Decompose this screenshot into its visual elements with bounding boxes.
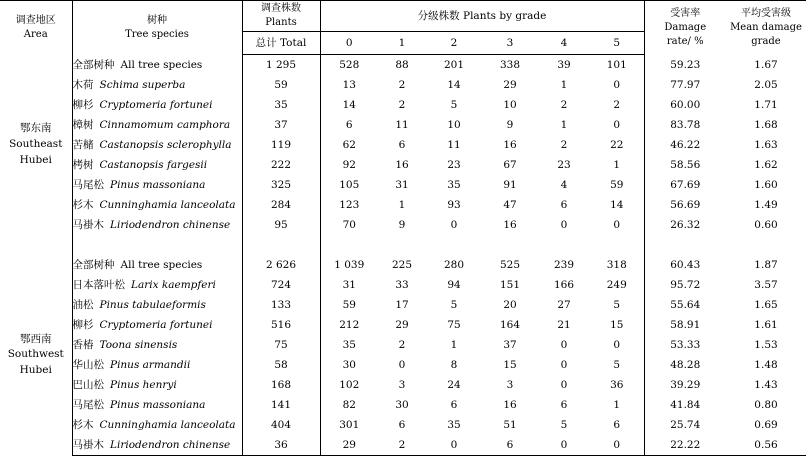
grade-1-cell: 29 <box>395 318 409 331</box>
damage-rate-cell: 53.33 <box>644 335 726 355</box>
grade-5-cell: 2 <box>613 98 621 111</box>
grade-5-cell: 6 <box>613 418 621 431</box>
total-cell: 35 <box>242 95 320 115</box>
grade-2-cell: 94 <box>447 278 461 291</box>
species-cn: 木荷 <box>72 78 94 91</box>
grade-5-cell: 249 <box>606 278 627 291</box>
grade-3-cell: 15 <box>503 358 517 371</box>
damage-rate-cell: 77.97 <box>644 75 726 95</box>
table-row <box>0 375 806 395</box>
grade-4-cell: 39 <box>557 58 571 71</box>
damage-rate-cell: 46.22 <box>644 135 726 155</box>
total-cell: 1 295 <box>242 55 320 76</box>
species-cn: 华山松 <box>72 358 104 371</box>
grade-2-cell: 5 <box>450 298 458 311</box>
grade-4-cell: 1 <box>560 118 568 131</box>
grade-5-cell: 5 <box>613 358 621 371</box>
species-cn: 马褂木 <box>72 218 104 231</box>
grade-1-cell: 9 <box>398 218 406 231</box>
grade-4-cell: 6 <box>560 398 568 411</box>
grade-0-cell: 301 <box>339 418 360 431</box>
area-cell <box>0 255 72 456</box>
species-latin: All tree species <box>120 58 203 71</box>
grade-5-cell: 5 <box>613 298 621 311</box>
spacer-cell <box>242 235 320 255</box>
species-latin: Pinus tabulaeformis <box>99 298 206 311</box>
grade-4-cell: 0 <box>560 358 568 371</box>
grade-5-cell: 1 <box>613 158 621 171</box>
grade-2-cell: 23 <box>447 158 461 171</box>
damage-rate-cell: 22.22 <box>644 435 726 456</box>
grade-3-cell: 67 <box>503 158 517 171</box>
grade-0-header: 0 <box>320 32 378 55</box>
species-cn: 全部树种 <box>72 58 115 71</box>
species-cn: 杉木 <box>72 198 94 211</box>
total-cell: 119 <box>242 135 320 155</box>
species-cell <box>72 215 242 235</box>
table-row <box>0 275 806 295</box>
species-latin: Pinus massoniana <box>110 178 206 191</box>
table-row <box>0 155 806 175</box>
grade-4-cell: 239 <box>553 258 575 271</box>
grade-4-cell: 1 <box>560 78 568 91</box>
grade-5-cell: 0 <box>613 218 621 231</box>
species-cell <box>72 175 242 195</box>
species-cell <box>72 155 242 175</box>
area-label: Southwest <box>7 348 64 361</box>
grade-2-cell: 8 <box>450 358 458 371</box>
grade-2-cell: 35 <box>447 418 461 431</box>
mean-grade-cell: 1.43 <box>754 378 778 391</box>
damage-rate-header: 受害率 Damage rate/ % <box>644 1 726 55</box>
spacer-cell <box>72 235 242 255</box>
spacer-cell <box>590 235 644 255</box>
grade-0-cell: 29 <box>320 435 378 456</box>
total-cell: 59 <box>242 75 320 95</box>
grade-0-cell: 31 <box>342 278 356 291</box>
grade-3-cell: 20 <box>503 298 517 311</box>
grade-1-cell: 17 <box>395 298 409 311</box>
grade-1-cell: 3 <box>398 378 406 391</box>
grade-0-cell: 105 <box>339 178 360 191</box>
mean-grade-cell: 1.87 <box>754 258 778 271</box>
table-row <box>0 95 806 115</box>
table-row <box>0 135 806 155</box>
species-cell <box>72 395 242 415</box>
table-row <box>0 415 806 435</box>
damage-rate-cell: 48.28 <box>644 355 726 375</box>
grade-0-cell: 528 <box>339 58 360 71</box>
mean-grade-cell: 1.71 <box>754 98 778 111</box>
species-cn: 香椿 <box>72 338 94 351</box>
mean-grade-cell: 1.48 <box>754 358 778 371</box>
grade-2-cell: 75 <box>447 318 461 331</box>
spacer-cell <box>0 235 72 255</box>
species-cn: 柳杉 <box>72 98 94 111</box>
grade-3-cell: 525 <box>499 258 521 271</box>
mean-grade-cell: 2.05 <box>754 78 778 91</box>
area-label: 鄂西南 <box>20 332 52 345</box>
grade-5-cell: 0 <box>613 338 621 351</box>
damage-rate-cell: 67.69 <box>644 175 726 195</box>
species-cn: 马尾松 <box>72 178 104 191</box>
grade-1-cell: 1 <box>398 198 406 211</box>
mean-grade-cell: 1.60 <box>754 178 778 191</box>
grade-1-cell: 0 <box>398 358 406 371</box>
grade-header: 分级株数 Plants by grade <box>320 1 644 32</box>
grade-4-header: 4 <box>538 32 590 55</box>
grade-0-cell: 6 <box>345 118 353 131</box>
grade-5-cell: 1 <box>613 398 621 411</box>
species-header: 树种 Tree species <box>72 1 242 55</box>
grade-5-cell: 15 <box>610 318 624 331</box>
grade-3-cell: 3 <box>506 378 514 391</box>
grade-3-header: 3 <box>482 32 538 55</box>
table-row <box>0 115 806 135</box>
grade-2-cell: 11 <box>447 138 461 151</box>
grade-5-header: 5 <box>590 32 644 55</box>
grade-5-cell: 59 <box>610 178 624 191</box>
grade-3-cell: 338 <box>499 58 521 71</box>
grade-4-cell: 2 <box>560 98 568 111</box>
species-cell <box>72 335 242 355</box>
grade-5-cell: 0 <box>590 435 644 456</box>
grade-4-cell: 2 <box>560 138 568 151</box>
grade-4-cell: 0 <box>560 338 568 351</box>
grade-1-cell: 2 <box>398 78 406 91</box>
species-latin: Larix kaempferi <box>131 278 216 291</box>
damage-rate-cell: 83.78 <box>644 115 726 135</box>
species-cn: 马褂木 <box>72 438 104 451</box>
species-latin: Liriodendron chinense <box>110 218 231 231</box>
grade-1-cell: 2 <box>398 98 406 111</box>
species-latin: Liriodendron chinense <box>110 438 231 451</box>
grade-3-cell: 37 <box>503 338 517 351</box>
table-row <box>0 75 806 95</box>
mean-grade-cell: 0.80 <box>754 398 778 411</box>
total-cell: 516 <box>242 315 320 335</box>
total-cell: 95 <box>242 215 320 235</box>
grade-0-cell: 14 <box>342 98 356 111</box>
mean-grade-cell: 1.67 <box>754 58 778 71</box>
species-cn: 栲树 <box>72 158 94 171</box>
grade-0-cell: 70 <box>342 218 356 231</box>
species-latin: Cinnamomum camphora <box>99 118 231 131</box>
grade-5-cell: 101 <box>606 58 627 71</box>
species-cell <box>72 255 242 275</box>
grade-5-cell: 36 <box>610 378 624 391</box>
species-cn: 日本落叶松 <box>72 278 125 291</box>
group-spacer <box>0 235 806 255</box>
species-latin: Toona sinensis <box>99 338 178 351</box>
grade-4-cell: 5 <box>560 418 568 431</box>
grade-2-cell: 201 <box>443 58 465 71</box>
species-cn: 苦槠 <box>72 138 94 151</box>
mean-grade-cell: 1.68 <box>754 118 778 131</box>
grade-1-cell: 225 <box>391 258 413 271</box>
total-cell: 325 <box>242 175 320 195</box>
grade-2-cell: 5 <box>450 98 458 111</box>
species-cn: 全部树种 <box>72 258 115 271</box>
damage-rate-cell: 56.69 <box>644 195 726 215</box>
grade-0-cell: 212 <box>339 318 360 331</box>
species-latin: Schima superba <box>99 78 186 91</box>
grade-3-cell: 10 <box>503 98 517 111</box>
species-cn: 杉木 <box>72 418 94 431</box>
species-latin: Pinus henryi <box>110 378 177 391</box>
grade-2-cell: 1 <box>450 338 458 351</box>
mean-grade-header: 平均受害级 Mean damage grade <box>726 1 806 55</box>
mean-grade-cell: 1.62 <box>754 158 778 171</box>
mean-grade-cell: 1.63 <box>754 138 778 151</box>
damage-rate-cell: 55.64 <box>644 295 726 315</box>
spacer-cell <box>538 235 590 255</box>
grade-3-cell: 51 <box>503 418 517 431</box>
species-cell <box>72 95 242 115</box>
species-cell <box>72 435 242 456</box>
grade-2-cell: 93 <box>447 198 461 211</box>
area-label: Southeast <box>9 137 63 150</box>
grade-4-cell: 27 <box>557 298 571 311</box>
spacer-cell <box>426 235 482 255</box>
grade-0-cell: 62 <box>342 138 356 151</box>
mean-grade-cell: 0.69 <box>754 418 778 431</box>
grade-3-cell: 16 <box>503 398 517 411</box>
grade-1-cell: 88 <box>395 58 409 71</box>
grade-4-cell: 0 <box>560 218 568 231</box>
grade-0-cell: 35 <box>342 338 356 351</box>
mean-grade-cell: 0.56 <box>726 435 806 456</box>
grade-0-cell: 30 <box>342 358 356 371</box>
damage-rate-cell: 58.56 <box>644 155 726 175</box>
grade-2-header: 2 <box>426 32 482 55</box>
grade-2-cell: 10 <box>447 118 461 131</box>
total-cell: 58 <box>242 355 320 375</box>
grade-1-cell: 11 <box>395 118 409 131</box>
grade-0-cell: 13 <box>342 78 356 91</box>
table-row <box>0 255 806 275</box>
grade-1-header: 1 <box>378 32 426 55</box>
grade-2-cell: 24 <box>447 378 461 391</box>
table-row <box>0 435 806 456</box>
grade-3-cell: 151 <box>499 278 521 291</box>
grade-1-cell: 6 <box>398 418 406 431</box>
grade-4-cell: 166 <box>553 278 575 291</box>
spacer-cell <box>378 235 426 255</box>
damage-rate-cell: 59.23 <box>644 55 726 76</box>
table-body <box>0 55 806 456</box>
grade-3-cell: 6 <box>482 435 538 456</box>
grade-0-cell: 82 <box>342 398 356 411</box>
total-cell: 168 <box>242 375 320 395</box>
species-cell <box>72 415 242 435</box>
grade-3-cell: 9 <box>506 118 514 131</box>
grade-5-cell: 0 <box>613 118 621 131</box>
grade-5-cell: 14 <box>610 198 624 211</box>
table-row <box>0 195 806 215</box>
grade-0-cell: 1 039 <box>334 258 365 271</box>
grade-4-cell: 0 <box>560 378 568 391</box>
grade-5-cell: 22 <box>610 138 624 151</box>
species-cell <box>72 195 242 215</box>
species-latin: Castanopsis sclerophylla <box>99 138 232 151</box>
species-latin: Cryptomeria fortunei <box>99 318 213 331</box>
grade-2-cell: 280 <box>443 258 465 271</box>
grade-0-cell: 92 <box>342 158 356 171</box>
grade-1-cell: 6 <box>398 138 406 151</box>
mean-grade-cell: 1.61 <box>754 318 778 331</box>
table-row <box>0 55 806 76</box>
damage-rate-cell: 26.32 <box>644 215 726 235</box>
total-cell: 75 <box>242 335 320 355</box>
mean-grade-cell: 1.53 <box>754 338 778 351</box>
species-cn: 油松 <box>72 298 94 311</box>
species-cn: 柳杉 <box>72 318 94 331</box>
grade-2-cell: 35 <box>447 178 461 191</box>
table-row <box>0 355 806 375</box>
plants-header: 调查株数 Plants <box>242 1 320 32</box>
total-cell: 141 <box>242 395 320 415</box>
total-cell: 284 <box>242 195 320 215</box>
grade-2-cell: 6 <box>450 398 458 411</box>
grade-1-cell: 30 <box>395 398 409 411</box>
grade-4-cell: 4 <box>560 178 568 191</box>
species-cell <box>72 315 242 335</box>
damage-rate-cell: 58.91 <box>644 315 726 335</box>
damage-rate-cell: 25.74 <box>644 415 726 435</box>
grade-4-cell: 21 <box>557 318 571 331</box>
area-cell <box>0 55 72 236</box>
species-cell <box>72 75 242 95</box>
species-cn: 樟树 <box>72 118 94 131</box>
grade-3-cell: 16 <box>503 218 517 231</box>
grade-4-cell: 6 <box>560 198 568 211</box>
grade-0-cell: 102 <box>339 378 360 391</box>
grade-4-cell: 0 <box>538 435 590 456</box>
damage-rate-cell: 60.43 <box>644 255 726 275</box>
total-cell: 2 626 <box>242 255 320 275</box>
table-row <box>0 175 806 195</box>
table-row <box>0 315 806 335</box>
spacer-cell <box>320 235 378 255</box>
grade-5-cell: 318 <box>606 258 627 271</box>
mean-grade-cell: 0.60 <box>754 218 778 231</box>
grade-1-cell: 16 <box>395 158 409 171</box>
mean-grade-cell: 1.65 <box>754 298 778 311</box>
grade-0-cell: 59 <box>342 298 356 311</box>
total-cell: 37 <box>242 115 320 135</box>
species-latin: Pinus massoniana <box>110 398 206 411</box>
grade-2-cell: 14 <box>447 78 461 91</box>
total-header: 总计 Total <box>242 32 320 55</box>
species-latin: Cryptomeria fortunei <box>99 98 213 111</box>
area-header: 调查地区 Area <box>0 1 72 55</box>
grade-3-cell: 47 <box>503 198 517 211</box>
damage-rate-cell: 60.00 <box>644 95 726 115</box>
table-row <box>0 215 806 235</box>
species-cn: 巴山松 <box>72 378 104 391</box>
grade-5-cell: 0 <box>613 78 621 91</box>
total-cell: 36 <box>242 435 320 456</box>
species-cell <box>72 295 242 315</box>
grade-3-cell: 16 <box>503 138 517 151</box>
species-cell <box>72 275 242 295</box>
grade-3-cell: 164 <box>499 318 521 331</box>
grade-3-cell: 91 <box>503 178 517 191</box>
species-latin: Castanopsis fargesii <box>99 158 208 171</box>
total-cell: 133 <box>242 295 320 315</box>
damage-rate-cell: 95.72 <box>644 275 726 295</box>
grade-1-cell: 33 <box>395 278 409 291</box>
species-cell <box>72 115 242 135</box>
total-cell: 724 <box>242 275 320 295</box>
species-cn: 马尾松 <box>72 398 104 411</box>
spacer-cell <box>726 235 806 255</box>
grade-4-cell: 23 <box>557 158 571 171</box>
mean-grade-cell: 3.57 <box>754 278 778 291</box>
species-cell <box>72 55 242 76</box>
species-latin: Cunninghamia lanceolata <box>99 198 236 211</box>
spacer-cell <box>482 235 538 255</box>
species-cell <box>72 135 242 155</box>
grade-1-cell: 2 <box>398 338 406 351</box>
mean-grade-cell: 1.49 <box>754 198 778 211</box>
table-row <box>0 295 806 315</box>
damage-rate-cell: 39.29 <box>644 375 726 395</box>
spacer-cell <box>644 235 726 255</box>
total-cell: 404 <box>242 415 320 435</box>
species-latin: Pinus armandii <box>110 358 191 371</box>
area-label: Hubei <box>19 153 52 166</box>
damage-rate-cell: 41.84 <box>644 395 726 415</box>
species-latin: Cunninghamia lanceolata <box>99 418 236 431</box>
table-row <box>0 335 806 355</box>
grade-2-cell: 0 <box>450 218 458 231</box>
species-latin: All tree species <box>120 258 203 271</box>
grade-3-cell: 29 <box>503 78 517 91</box>
area-label: Hubei <box>19 364 52 377</box>
grade-1-cell: 2 <box>378 435 426 456</box>
grade-1-cell: 31 <box>395 178 409 191</box>
grade-2-cell: 0 <box>426 435 482 456</box>
grade-0-cell: 123 <box>339 198 360 211</box>
area-label: 鄂东南 <box>20 122 52 135</box>
species-cell <box>72 375 242 395</box>
table-row <box>0 395 806 415</box>
species-cell <box>72 355 242 375</box>
total-cell: 222 <box>242 155 320 175</box>
